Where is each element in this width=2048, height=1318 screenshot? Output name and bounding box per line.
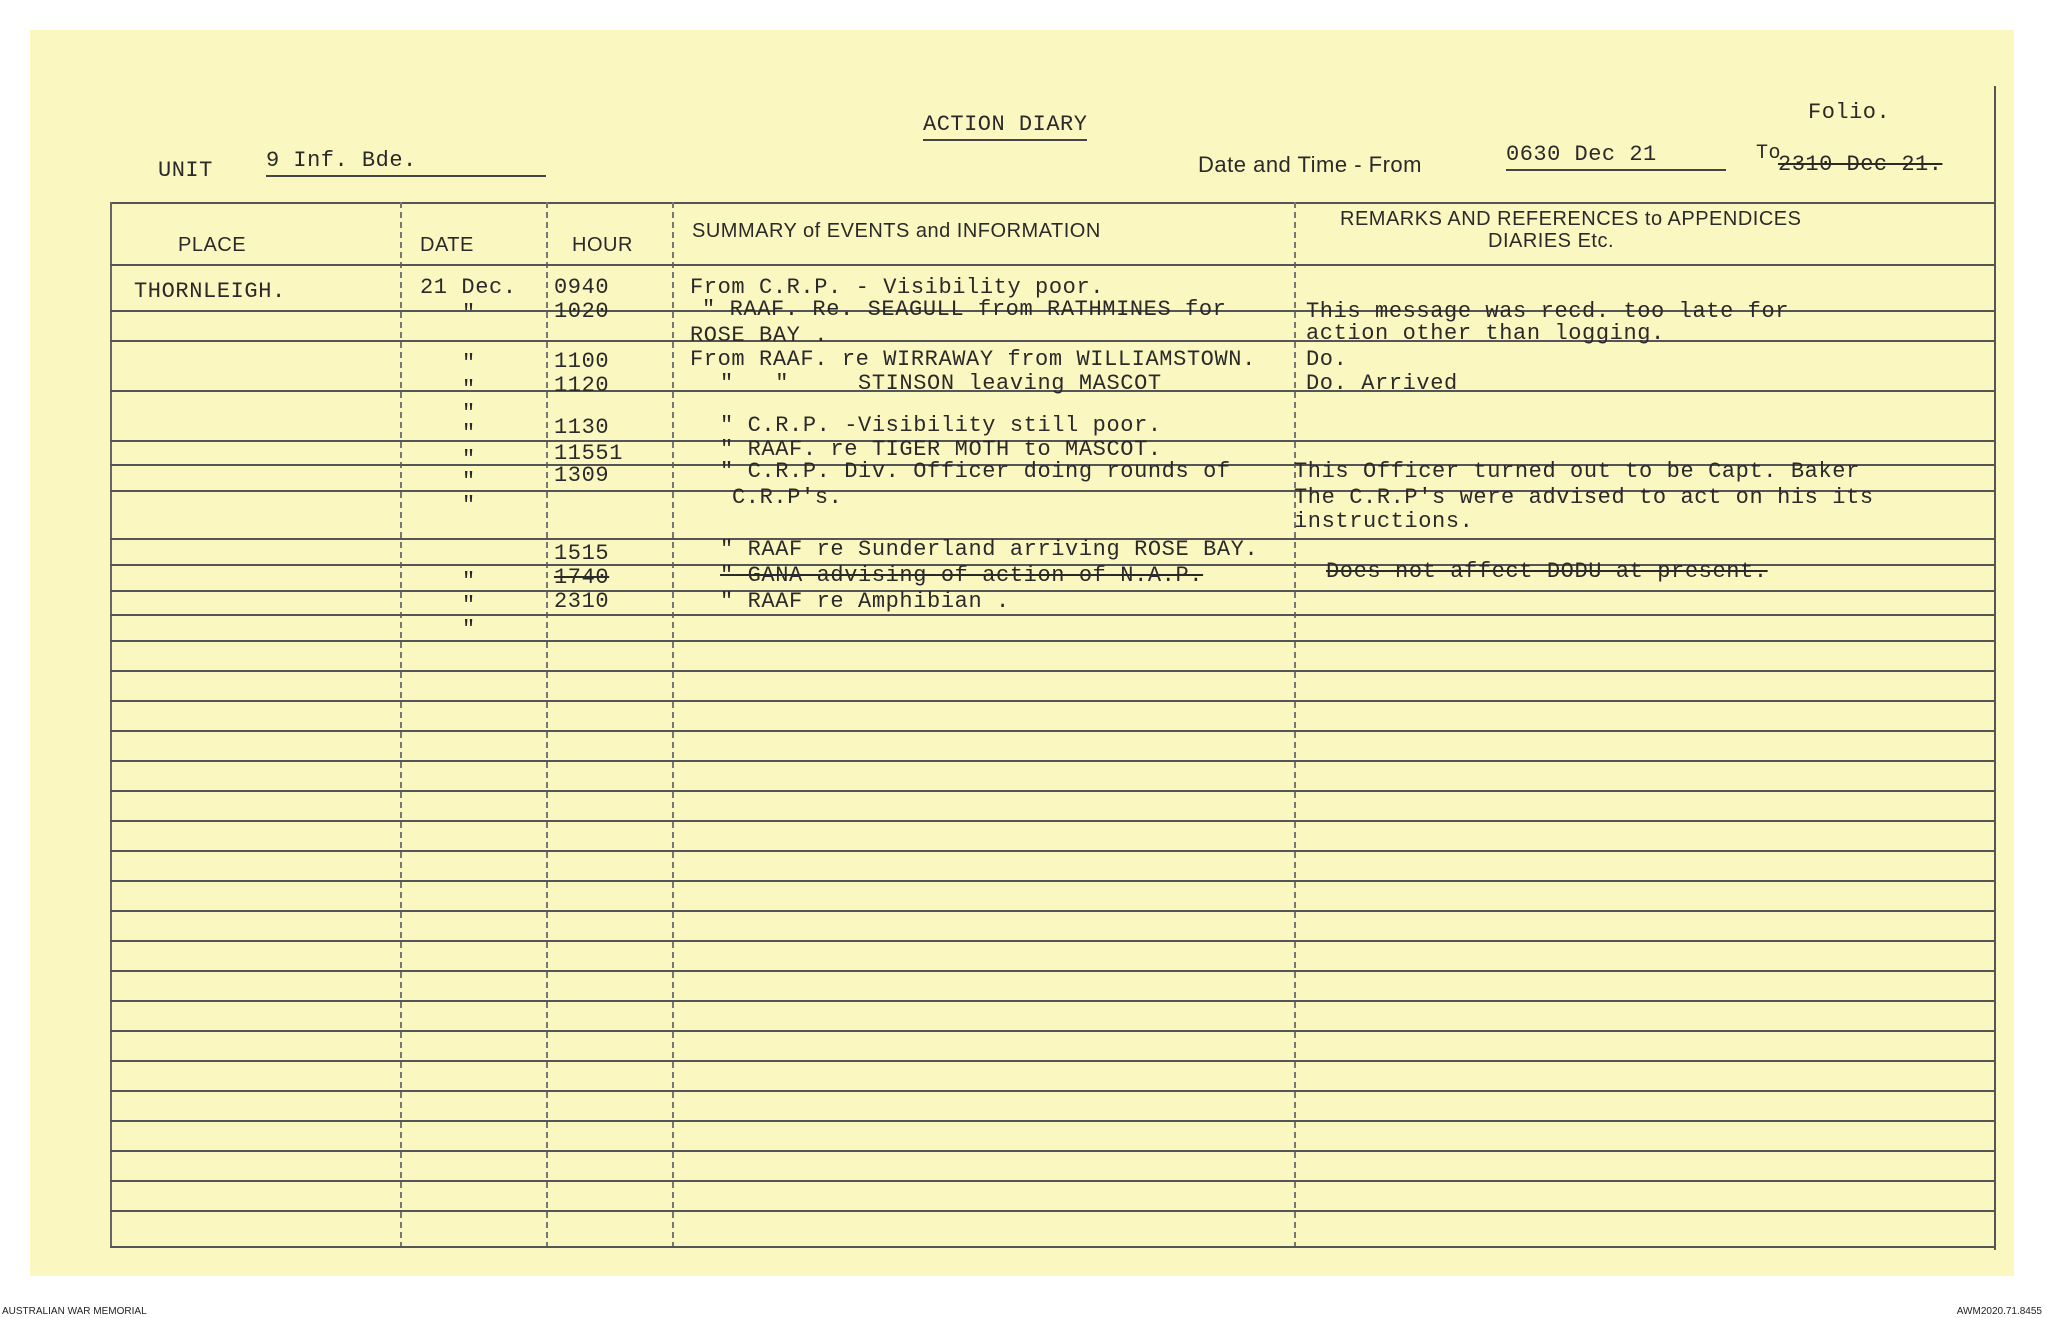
- ruled-line: [110, 760, 1994, 762]
- place-entry: THORNLEIGH.: [134, 279, 286, 304]
- unit-label: UNIT: [158, 158, 213, 183]
- date-time-label: Date and Time - From: [1198, 152, 1422, 177]
- hour-entry: 1100: [554, 349, 610, 374]
- summary-entry: " GANA advising of action of N.A.P.: [720, 563, 1204, 588]
- hour-entry: 11551: [554, 441, 624, 466]
- unit-value: 9 Inf. Bde.: [266, 148, 546, 177]
- remarks-entry: This Officer turned out to be Capt. Baker: [1294, 459, 1860, 484]
- ruled-line: [110, 910, 1994, 912]
- ruled-line: [110, 970, 1994, 972]
- ruled-line: [110, 730, 1994, 732]
- ditto-mark: ": [462, 569, 476, 594]
- ruled-line: [110, 700, 1994, 702]
- hour-entry: 1020: [554, 299, 610, 324]
- table-bottom-rule: [110, 1246, 1994, 1248]
- remarks-entry: The C.R.P's were advised to act on his its: [1294, 485, 1874, 510]
- ruled-line: [110, 614, 1994, 616]
- ditto-mark: ": [462, 469, 476, 494]
- ruled-line: [110, 790, 1994, 792]
- ruled-line: [110, 1180, 1994, 1182]
- hour-entry: 1515: [554, 541, 610, 566]
- from-value: 0630 Dec 21: [1506, 142, 1726, 171]
- col-header-hour: HOUR: [572, 234, 633, 256]
- hour-entry: 0940: [554, 275, 610, 300]
- sheet-right-edge: [1994, 86, 1996, 1250]
- summary-entry: " C.R.P. Div. Officer doing rounds of: [720, 459, 1231, 484]
- remarks-entry: This message was recd. too late for: [1306, 299, 1790, 324]
- summary-entry: " C.R.P. -Visibility still poor.: [720, 413, 1162, 438]
- ruled-line: [110, 340, 1994, 342]
- col-header-remarks-1: REMARKS AND REFERENCES to APPENDICES: [1340, 208, 1802, 230]
- header-rule: [110, 264, 1994, 266]
- col-header-remarks-2: DIARIES Etc.: [1488, 230, 1615, 252]
- col-header-date: DATE: [420, 234, 474, 256]
- hour-entry: 1309: [554, 463, 610, 488]
- summary-entry: " RAAF. Re. SEAGULL from RATHMINES for: [702, 297, 1227, 322]
- diary-sheet: [30, 30, 2014, 1276]
- ditto-mark: ": [462, 377, 476, 402]
- ruled-line: [110, 880, 1994, 882]
- ruled-line: [110, 1090, 1994, 1092]
- summary-entry: From RAAF. re WIRRAWAY from WILLIAMSTOWN.: [690, 347, 1256, 372]
- hour-entry: 2310: [554, 589, 610, 614]
- ruled-line: [110, 1120, 1994, 1122]
- hour-entry: 1120: [554, 373, 610, 398]
- ruled-line: [110, 1030, 1994, 1032]
- footer-source: AUSTRALIAN WAR MEMORIAL: [2, 1306, 147, 1317]
- ditto-mark: ": [462, 617, 476, 642]
- ruled-line: [110, 1060, 1994, 1062]
- ruled-line: [110, 940, 1994, 942]
- summary-entry: " RAAF re Sunderland arriving ROSE BAY.: [720, 537, 1259, 562]
- diary-title: ACTION DIARY: [923, 112, 1087, 141]
- remarks-entry: Does not affect DODU at present.: [1326, 559, 1768, 584]
- summary-entry: From C.R.P. - Visibility poor.: [690, 275, 1105, 300]
- col-header-place: PLACE: [178, 234, 247, 256]
- ditto-mark: ": [462, 351, 476, 376]
- ruled-line: [110, 1150, 1994, 1152]
- ruled-line: [110, 1210, 1994, 1212]
- ruled-line: [110, 1000, 1994, 1002]
- ditto-mark: ": [462, 401, 476, 426]
- ruled-line: [110, 640, 1994, 642]
- summary-entry: ROSE BAY .: [690, 323, 829, 348]
- ditto-mark: ": [462, 421, 476, 446]
- ruled-line: [110, 670, 1994, 672]
- date-entry: 21 Dec.: [420, 275, 517, 300]
- to-value: 2310 Dec 21.: [1778, 152, 1943, 177]
- ruled-line: [110, 590, 1994, 592]
- table-top-rule: [110, 202, 1994, 204]
- folio-label: Folio.: [1808, 100, 1891, 125]
- remarks-entry: instructions.: [1294, 509, 1474, 534]
- hour-entry: 1130: [554, 415, 610, 440]
- ditto-mark: ": [462, 447, 476, 472]
- summary-entry: " RAAF re Amphibian .: [720, 589, 1010, 614]
- ruled-line: [110, 820, 1994, 822]
- to-label: To: [1756, 142, 1782, 165]
- ruled-line: [110, 850, 1994, 852]
- summary-entry: C.R.P's.: [732, 485, 843, 510]
- col-header-summary: SUMMARY of EVENTS and INFORMATION: [692, 220, 1101, 242]
- ditto-mark: ": [462, 593, 476, 618]
- summary-entry: " " STINSON leaving MASCOT: [720, 371, 1162, 396]
- summary-entry: " RAAF. re TIGER MOTH to MASCOT.: [720, 437, 1162, 462]
- remarks-entry: Do. Arrived: [1306, 371, 1458, 396]
- remarks-entry: Do.: [1306, 347, 1348, 372]
- remarks-entry: action other than logging.: [1306, 321, 1665, 346]
- footer-reference: AWM2020.71.8455: [1956, 1306, 2042, 1317]
- ditto-mark: ": [462, 493, 476, 518]
- hour-entry: 1740: [554, 565, 610, 590]
- ditto-mark: ": [462, 301, 476, 326]
